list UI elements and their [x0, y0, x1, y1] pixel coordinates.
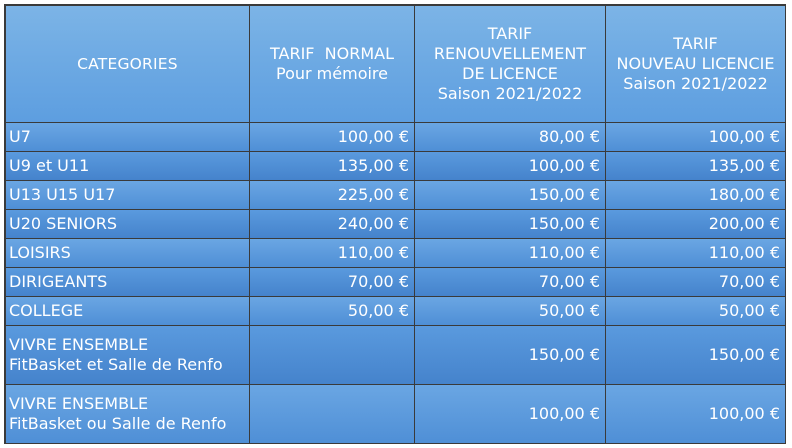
tarif-normal-cell: 70,00 €: [250, 268, 414, 296]
tarif-nouveau-cell: 180,00 €: [606, 181, 785, 209]
tarif-normal-cell: 50,00 €: [250, 297, 414, 325]
table-row: [6, 268, 785, 296]
tarif-renouvellement-cell: 50,00 €: [415, 297, 605, 325]
header-line: TARIF: [673, 34, 718, 53]
header-line: Pour mémoire: [276, 64, 388, 83]
table-row: [6, 152, 785, 180]
tarif-renouvellement-cell: 70,00 €: [415, 268, 605, 296]
table-row: [6, 181, 785, 209]
tarif-nouveau-cell: 100,00 €: [606, 385, 785, 443]
category-label: U20 SENIORS: [9, 214, 117, 233]
header-tarif-normal: [250, 6, 414, 122]
category-label: U7: [9, 127, 31, 146]
category-sublabel: FitBasket ou Salle de Renfo: [9, 414, 227, 433]
header-categories: [6, 6, 249, 122]
header-tarif-nouveau-licencie: [606, 6, 785, 122]
category-label: VIVRE ENSEMBLE: [9, 335, 149, 354]
table-row: [6, 297, 785, 325]
tarif-normal-cell: 100,00 €: [250, 123, 414, 151]
category-cell: [6, 123, 249, 151]
table-row: [6, 210, 785, 238]
category-cell: [6, 268, 249, 296]
category-cell: [6, 385, 249, 443]
tarif-nouveau-cell: 150,00 €: [606, 326, 785, 384]
tarif-renouvellement-cell: 150,00 €: [415, 326, 605, 384]
tarif-normal-cell: 110,00 €: [250, 239, 414, 267]
header-line: TARIF: [487, 24, 533, 43]
category-label: U9 et U11: [9, 156, 90, 175]
header-row: [6, 6, 785, 122]
category-label: VIVRE ENSEMBLE: [9, 394, 149, 413]
category-cell: [6, 210, 249, 238]
table-row: [6, 326, 785, 384]
tarif-nouveau-cell: 70,00 €: [606, 268, 785, 296]
category-cell: [6, 239, 249, 267]
tarif-renouvellement-cell: 100,00 €: [415, 385, 605, 443]
tarif-nouveau-cell: 50,00 €: [606, 297, 785, 325]
table-row: [6, 239, 785, 267]
tarif-renouvellement-cell: 80,00 €: [415, 123, 605, 151]
tarif-renouvellement-cell: 150,00 €: [415, 181, 605, 209]
header-line: Saison 2021/2022: [623, 74, 768, 93]
tarif-nouveau-cell: 110,00 €: [606, 239, 785, 267]
header-line: TARIF NORMAL: [269, 44, 395, 63]
header-line: DE LICENCE: [462, 64, 558, 83]
tarif-renouvellement-cell: 150,00 €: [415, 210, 605, 238]
pricing-table: [5, 5, 786, 444]
category-cell: [6, 181, 249, 209]
header-line: Saison 2021/2022: [437, 84, 583, 103]
category-label: U13 U15 U17: [9, 185, 116, 204]
category-cell: [6, 326, 249, 384]
tarif-normal-cell: [250, 326, 414, 384]
category-label: LOISIRS: [9, 243, 71, 262]
table-row: [6, 123, 785, 151]
header-line: CATEGORIES: [77, 55, 178, 73]
category-cell: [6, 152, 249, 180]
tarif-normal-cell: 225,00 €: [250, 181, 414, 209]
tarif-normal-cell: [250, 385, 414, 443]
category-sublabel: FitBasket et Salle de Renfo: [9, 355, 223, 374]
tarif-nouveau-cell: 100,00 €: [606, 123, 785, 151]
category-label: COLLEGE: [9, 301, 84, 320]
header-line: RENOUVELLEMENT: [433, 44, 587, 63]
table-row: [6, 385, 785, 443]
tarif-normal-cell: 135,00 €: [250, 152, 414, 180]
tarif-nouveau-cell: 135,00 €: [606, 152, 785, 180]
pricing-table-frame: [4, 4, 786, 444]
tarif-normal-cell: 240,00 €: [250, 210, 414, 238]
header-line: NOUVEAU LICENCIE: [616, 54, 775, 73]
tarif-renouvellement-cell: 110,00 €: [415, 239, 605, 267]
header-tarif-renouvellement: [415, 6, 605, 122]
category-cell: [6, 297, 249, 325]
tarif-nouveau-cell: 200,00 €: [606, 210, 785, 238]
tarif-renouvellement-cell: 100,00 €: [415, 152, 605, 180]
category-label: DIRIGEANTS: [9, 272, 108, 291]
